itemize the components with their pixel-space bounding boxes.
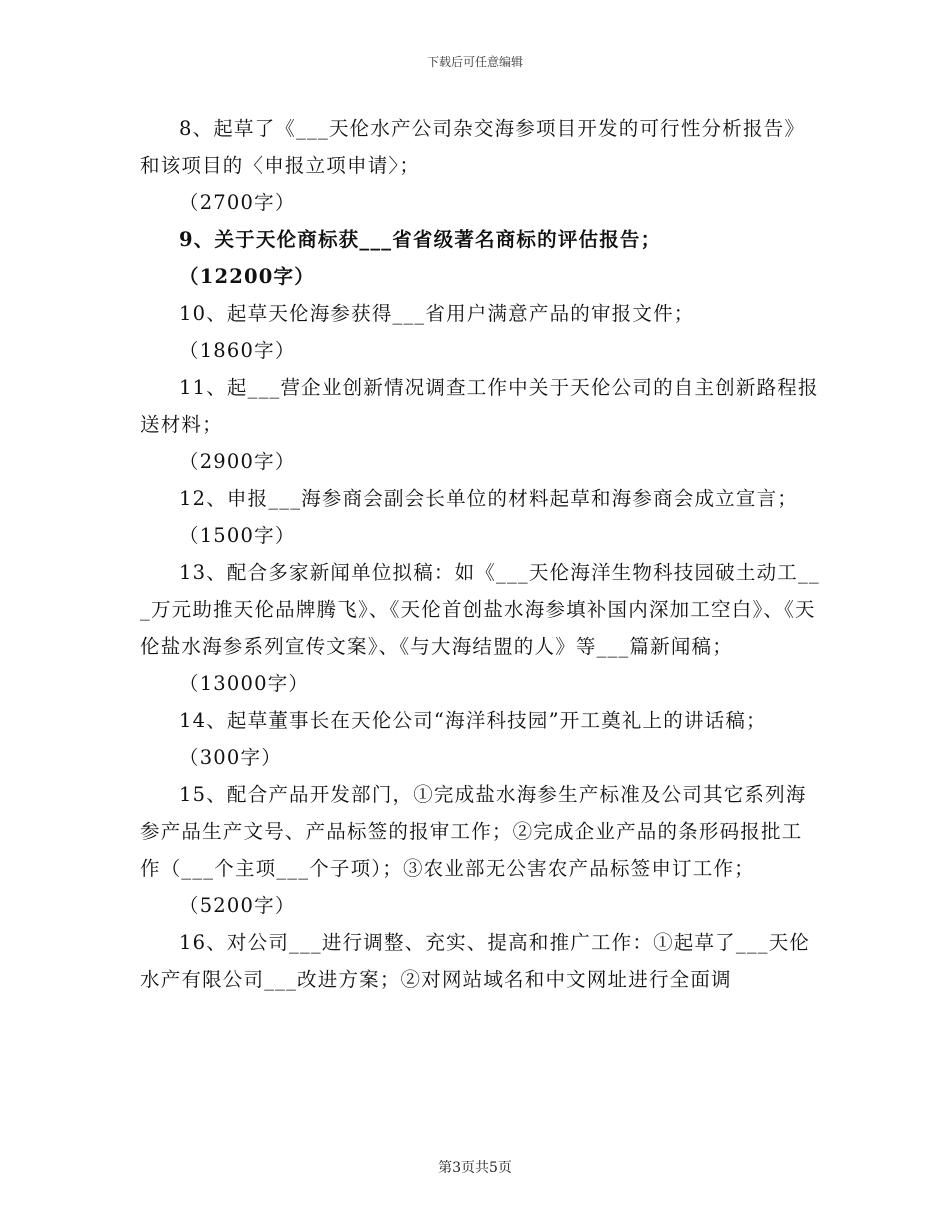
paragraph-item-9: 9、关于天伦商标获___省省级著名商标的评估报告；: [179, 228, 662, 251]
paragraph-item-15: 15、配合产品开发部门，①完成盐水海参生产标准及公司其它系列海参产品生产文号、产品标签的报审工作；②完成企业产品的条形码报批工作（___个主项___个子项）；③农业部无公害农产品标签申订工作；: [140, 783, 807, 880]
page-header: 下载后可任意编辑: [426, 55, 523, 69]
word-count-item-15: （5200字）: [179, 894, 296, 917]
word-count-item-9: （12200字）: [179, 265, 315, 288]
paragraph-item-16: 16、对公司___进行调整、充实、提高和推广工作：①起草了___天伦水产有限公司___改进方案；②对网站域名和中文网址进行全面调: [140, 931, 811, 991]
paragraph-item-13: 13、配合多家新闻单位拟稿：如《___天伦海洋生物科技园破土动工___万元助推天伦品牌腾飞》、《天伦首创盐水海参填补国内深加工空白》、《天伦盐水海参系列宣传文案》、《与大海结盟的人》等___篇新闻稿；: [140, 561, 820, 658]
word-count-item-8: （2700字）: [179, 191, 296, 214]
paragraph-item-8: 8、起草了《___天伦水产公司杂交海参项目开发的可行性分析报告》和该项目的〈申报立项申请〉；: [140, 117, 806, 177]
word-count-item-10: （1860字）: [179, 339, 296, 362]
word-count-item-13: （13000字）: [179, 672, 310, 695]
paragraph-item-10: 10、起草天伦海参获得___省用户满意产品的审报文件；: [179, 302, 695, 325]
document-body: [140, 110, 820, 998]
page-footer: 第3页共5页: [438, 1160, 512, 1176]
paragraph-item-14: 14、起草董事长在天伦公司“海洋科技园”开工奠礼上的讲话稿；: [179, 709, 767, 732]
word-count-item-11: （2900字）: [179, 450, 296, 473]
word-count-item-14: （300字）: [179, 746, 282, 769]
paragraph-item-12: 12、申报___海参商会副会长单位的材料起草和海参商会成立宣言；: [179, 487, 798, 510]
paragraph-item-11: 11、起___营企业创新情况调查工作中关于天伦公司的自主创新路程报送材料；: [140, 376, 819, 436]
word-count-item-12: （1500字）: [179, 524, 296, 547]
